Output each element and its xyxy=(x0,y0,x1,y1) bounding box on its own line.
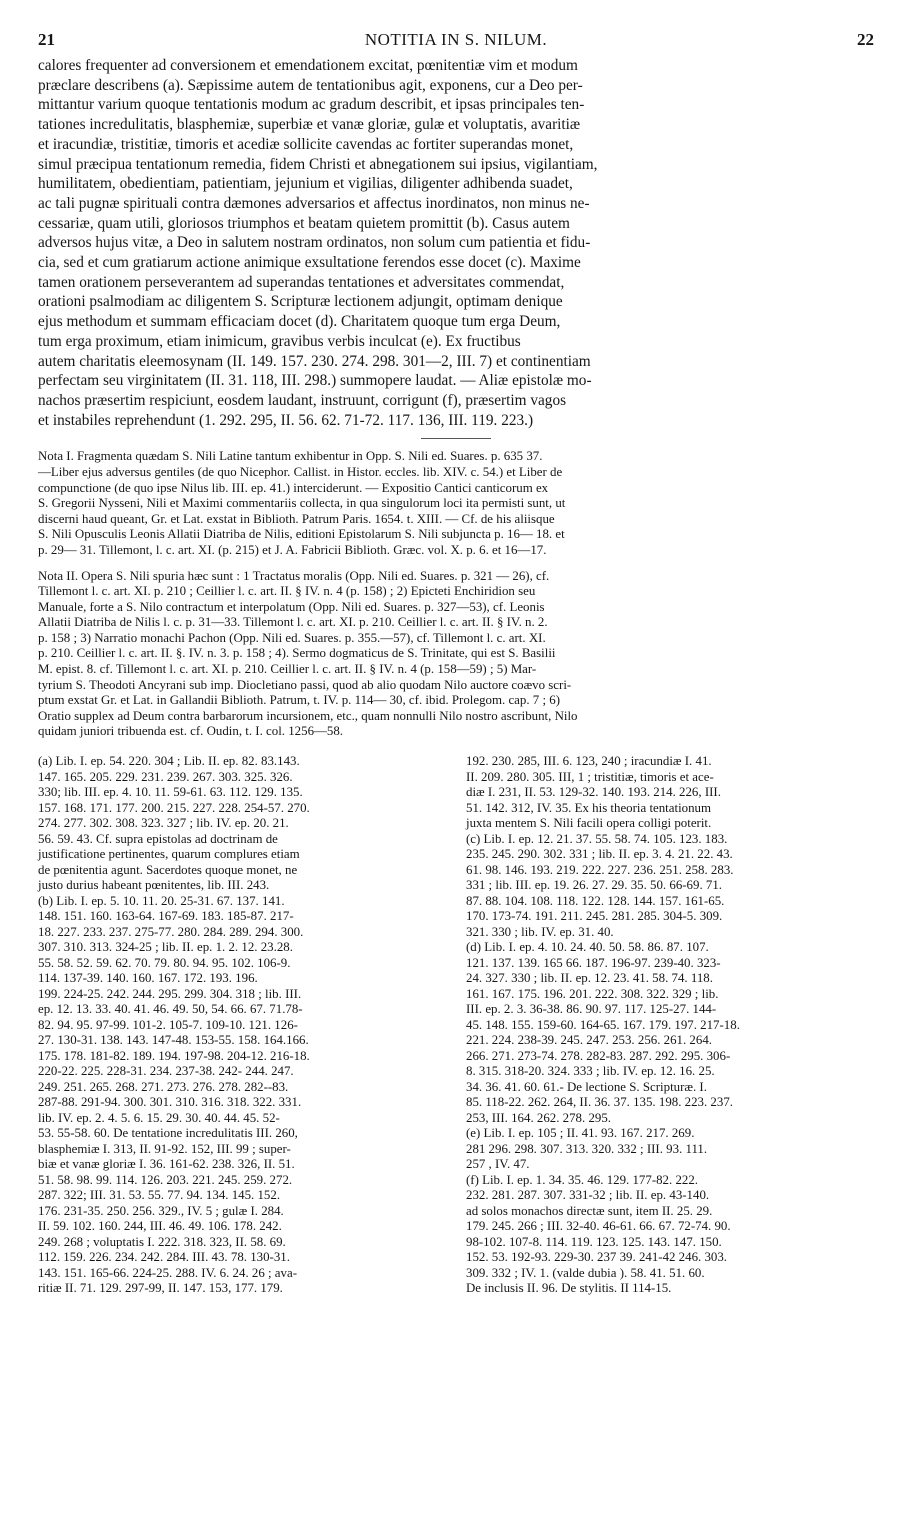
body-text-line: ac tali pugnæ spirituali contra dæmones adversarios et affectus inordinatos, non minus ne- xyxy=(38,194,590,212)
footnote-line: 27. 130-31. 138. 143. 147-48. 153-55. 158. 164.166. xyxy=(38,1033,309,1048)
footnote-line: 161. 167. 175. 196. 201. 222. 308. 322. 329 ; lib. xyxy=(466,986,719,1001)
footnote-line: 235. 245. 290. 302. 331 ; lib. II. ep. 3. 4. 21. 22. 43. xyxy=(466,847,733,862)
footnote-line: 98-102. 107-8. 114. 119. 123. 125. 143. 147. 150. xyxy=(466,1234,722,1249)
body-text-line: nachos præsertim respiciunt, eosdem laudant, instruunt, corrigunt (f), præsertim vagos xyxy=(38,391,567,409)
footnote-line: 53. 55-58. 60. De tentatione incredulitatis III. 260, xyxy=(38,1126,298,1141)
footnote-line: 331 ; lib. III. ep. 19. 26. 27. 29. 35. 50. 66-69. 71. xyxy=(466,878,722,893)
note-line: S. Gregorii Nysseni, Nili et Maximi commentariis collecta, in qua singulorum loci ita permisti sunt, ut xyxy=(38,496,566,511)
body-text-line: autem charitatis eleemosynam (II. 149. 157. 230. 274. 298. 301—2, III. 7) et continentiam xyxy=(38,352,591,370)
note-line: compunctione (de quo ipse Nilus lib. III. ep. 41.) interciderunt. — Expositio Cantici canticorum ex xyxy=(38,480,549,495)
footnote-line: de pœnitentia agunt. Sacerdotes quoque monet, ne xyxy=(38,862,298,877)
body-text-line: cia, sed et cum gratiarum actione animique exsultatione ferendos esse docet (c). Maxime xyxy=(38,254,581,272)
footnote-line: ep. 12. 13. 33. 40. 41. 46. 49. 50, 54. 66. 67. 71.78- xyxy=(38,1002,303,1017)
footnote-line: justificatione pertinentes, quarum complures etiam xyxy=(38,847,300,862)
note-line: tyrium S. Theodoti Ancyrani sub imp. Diocletiano passi, quod ab alio quodam Nilo auctore coævo scri- xyxy=(38,677,572,692)
note-line: —Liber ejus adversus gentiles (de quo Nicephor. Callist. in Histor. eccles. lib. XIV. c. 54.) et Liber de xyxy=(38,464,563,479)
note-line: ptum exstat Gr. et Lat. in Gallandii Biblioth. Patrum, t. IV. p. 114— 30, cf. ibid. Prolegom. cap. 7 ; 6) xyxy=(38,693,561,708)
footnote-line: (d) Lib. I. ep. 4. 10. 24. 40. 50. 58. 86. 87. 107. xyxy=(466,940,709,955)
footnote-line: 51. 142. 312, IV. 35. Ex his theoria tentationum xyxy=(466,800,712,815)
body-text-line: adversos hujus vitæ, a Deo in salutem nostram ordinatos, non solum cum patientia et fidu- xyxy=(38,234,591,252)
body-text-line: præclare describens (a). Sæpissime autem de tentationibus agit, exponens, cur a Deo per- xyxy=(38,76,583,94)
footnote-line: 147. 165. 205. 229. 231. 239. 267. 303. 325. 326. xyxy=(38,769,293,784)
note-two xyxy=(38,569,874,741)
footnote-line: II. 59. 102. 160. 244, III. 46. 49. 106. 178. 242. xyxy=(38,1219,282,1234)
footnote-line: 51. 58. 98. 99. 114. 126. 203. 221. 245. 259. 272. xyxy=(38,1172,293,1187)
footnote-line: 148. 151. 160. 163-64. 167-69. 183. 185-87. 217- xyxy=(38,909,294,924)
footnote-line: 249. 268 ; voluptatis I. 222. 318. 323, II. 58. 69. xyxy=(38,1234,286,1249)
footnote-line: (a) Lib. I. ep. 54. 220. 304 ; Lib. II. ep. 82. 83.143. xyxy=(38,754,300,769)
separator-rule xyxy=(421,438,491,439)
running-title: NOTITIA IN S. NILUM. xyxy=(364,30,548,49)
footnote-line: blasphemiæ I. 313, II. 91-92. 152, III. 99 ; super- xyxy=(38,1141,291,1156)
footnote-line: 287-88. 291-94. 300. 301. 310. 316. 318. 322. 331. xyxy=(38,1095,302,1110)
footnote-line: 18. 227. 233. 237. 275-77. 280. 284. 289. 294. 300. xyxy=(38,924,304,939)
footnote-line: 266. 271. 273-74. 278. 282-83. 287. 292. 295. 306- xyxy=(466,1048,731,1063)
footnote-line: ad solos monachos directæ sunt, item II. 25. 29. xyxy=(466,1203,713,1218)
note-line: Oratio supplex ad Deum contra barbarorum incursionem, etc., quam nonnulli Nilo nostro ascribunt, Nilo xyxy=(38,708,578,723)
footnote-line: 192. 230. 285, III. 6. 123, 240 ; iracundiæ I. 41. xyxy=(466,754,712,769)
body-text-line: et instabiles reprehendunt (1. 292. 295, II. 56. 62. 71-72. 117. 136, III. 119. 223.) xyxy=(38,411,534,429)
footnote-line: 281 296. 298. 307. 313. 320. 332 ; III. 93. 111. xyxy=(466,1141,708,1156)
footnote-line: De inclusis II. 96. De stylitis. II 114-15. xyxy=(466,1281,672,1296)
footnote-line: 114. 137-39. 140. 160. 167. 172. 193. 196. xyxy=(38,971,258,986)
footnote-line: 112. 159. 226. 234. 242. 284. III. 43. 78. 130-31. xyxy=(38,1250,290,1265)
notes-section xyxy=(38,449,874,740)
footnote-line: 8. 315. 318-20. 324. 333 ; lib. IV. ep. 12. 16. 25. xyxy=(466,1064,715,1079)
footnote-line: 321. 330 ; lib. IV. ep. 31. 40. xyxy=(466,924,614,939)
footnote-line: 221. 224. 238-39. 245. 247. 253. 256. 261. 264. xyxy=(466,1033,712,1048)
footnote-line: 257 , IV. 47. xyxy=(466,1157,530,1172)
body-text-line: calores frequenter ad conversionem et emendationem excitat, pœnitentiæ vim et modum xyxy=(38,57,578,74)
footnote-line: 176. 231-35. 250. 256. 329., IV. 5 ; gulæ I. 284. xyxy=(38,1203,284,1218)
note-line: p. 210. Ceillier l. c. art. II. §. IV. n. 3. p. 158 ; 4). Sermo dogmaticus de S. Trinitate, qui est S. Basilii xyxy=(38,646,556,661)
footnote-line: (f) Lib. I. ep. 1. 34. 35. 46. 129. 177-82. 222. xyxy=(466,1172,698,1187)
footnote-line: justo durius habeant pœnitentes, lib. III. 243. xyxy=(38,878,270,893)
footnote-line: 179. 245. 266 ; III. 32-40. 46-61. 66. 67. 72-74. 90. xyxy=(466,1219,731,1234)
footnote-line: 143. 151. 165-66. 224-25. 288. IV. 6. 24. 26 ; ava- xyxy=(38,1265,297,1280)
footnote-line: 330; lib. III. ep. 4. 10. 11. 59-61. 63. 112. 129. 135. xyxy=(38,785,303,800)
footnote-line: 45. 148. 155. 159-60. 164-65. 167. 179. 197. 217-18. xyxy=(466,1017,740,1032)
body-text-line: perfectam seu virginitatem (II. 31. 118, III. 298.) summopere laudat. — Aliæ epistolæ mo- xyxy=(38,372,592,390)
running-header xyxy=(38,30,874,56)
footnote-line: 253, III. 164. 262. 278. 295. xyxy=(466,1110,612,1125)
footnote-line: (c) Lib. I. ep. 12. 21. 37. 55. 58. 74. 105. 123. 183. xyxy=(466,831,728,846)
body-text-line: tationes incredulitatis, blasphemiæ, superbiæ et vanæ gloriæ, gulæ et voluptatis, avaritiæ xyxy=(38,116,581,134)
note-line: M. epist. 8. cf. Tillemont l. c. art. XI. p. 210. Ceillier l. c. art. II. § IV. n. 4 (p. 158—59) ; 5) Mar- xyxy=(38,662,537,677)
page xyxy=(38,30,874,1297)
body-text-line: simul præcipua tentationum remedia, fidem Christi et abnegationem sui ipsius, vigilantiam, xyxy=(38,155,598,173)
note-one xyxy=(38,449,874,558)
footnote-line: 87. 88. 104. 108. 118. 122. 128. 144. 157. 161-65. xyxy=(466,893,725,908)
note-line: Allatii Diatriba de Nilis l. c. p. 31—33. Tillemont l. c. art. XI. p. 210. Ceillier l. c. art. II. § IV. n. 2. xyxy=(38,615,548,630)
footnote-line: 152. 53. 192-93. 229-30. 237 39. 241-42 246. 303. xyxy=(466,1250,728,1265)
footnote-line: 274. 277. 302. 308. 323. 327 ; lib. IV. ep. 20. 21. xyxy=(38,816,289,831)
note-line: quidam juniori tribuenda est. cf. Oudin, t. I. col. 1256—58. xyxy=(38,724,344,739)
footnote-columns xyxy=(38,754,874,1297)
footnote-line: 307. 310. 313. 324-25 ; lib. II. ep. 1. 2. 12. 23.28. xyxy=(38,940,293,955)
footnote-line: 309. 332 ; IV. 1. (valde dubia ). 58. 41. 51. 60. xyxy=(466,1265,705,1280)
body-text-line: et iracundiæ, tristitiæ, timoris et acediæ sollicite cavendas ac fortiter superandas monet, xyxy=(38,135,574,153)
note-line: Nota II. Opera S. Nili spuria hæc sunt : 1 Tractatus moralis (Opp. Nili ed. Suares. p. 321 — 26), cf. xyxy=(38,568,550,583)
footnote-line: 24. 327. 330 ; lib. II. ep. 12. 23. 41. 58. 74. 118. xyxy=(466,971,713,986)
footnote-line: 287. 322; III. 31. 53. 55. 77. 94. 134. 145. 152. xyxy=(38,1188,281,1203)
footnote-line: (e) Lib. I. ep. 105 ; II. 41. 93. 167. 217. 269. xyxy=(466,1126,695,1141)
footnote-line: juxta mentem S. Nili facili opera colligi poterit. xyxy=(466,816,712,831)
footnote-line: 121. 137. 139. 165 66. 187. 196-97. 239-40. 323- xyxy=(466,955,721,970)
footnote-line: diæ I. 231, II. 53. 129-32. 140. 193. 214. 226, III. xyxy=(466,785,721,800)
left-page-number: 21 xyxy=(38,30,55,49)
footnote-line: III. ep. 2. 3. 36-38. 86. 90. 97. 117. 125-27. 144- xyxy=(466,1002,717,1017)
footnote-line: 175. 178. 181-82. 189. 194. 197-98. 204-12. 216-18. xyxy=(38,1048,310,1063)
body-text-line: orationi psalmodiam ac diligentem S. Scripturæ lectionem adjungit, optimam denique xyxy=(38,293,563,311)
footnote-line: biæ et vanæ gloriæ I. 36. 161-62. 238. 326, II. 51. xyxy=(38,1157,295,1172)
footnote-line: 61. 98. 146. 193. 219. 222. 227. 236. 251. 258. 283. xyxy=(466,862,734,877)
footnote-line: 82. 94. 95. 97-99. 101-2. 105-7. 109-10. 121. 126- xyxy=(38,1017,298,1032)
footnote-line: 85. 118-22. 262. 264, II. 36. 37. 135. 198. 223. 237. xyxy=(466,1095,733,1110)
footnote-line: II. 209. 280. 305. III, 1 ; tristitiæ, timoris et ace- xyxy=(466,769,714,784)
footnote-line: lib. IV. ep. 2. 4. 5. 6. 15. 29. 30. 40. 44. 45. 52- xyxy=(38,1110,280,1125)
footnote-line: 199. 224-25. 242. 244. 295. 299. 304. 318 ; lib. III. xyxy=(38,986,302,1001)
footnote-line: 232. 281. 287. 307. 331-32 ; lib. II. ep. 43-140. xyxy=(466,1188,710,1203)
footnote-line: (b) Lib. I. ep. 5. 10. 11. 20. 25-31. 67. 137. 141. xyxy=(38,893,285,908)
note-line: p. 158 ; 3) Narratio monachi Pachon (Opp. Nili ed. Suares. p. 355.—57), cf. Tillemont l. c. art. XI. xyxy=(38,630,546,645)
footnote-column-right xyxy=(466,754,874,1297)
footnote-line: 170. 173-74. 191. 211. 245. 281. 285. 304-5. 309. xyxy=(466,909,723,924)
body-text-line: mittantur varium quoque tentationis modum ac gradum describit, et ipsas principales ten- xyxy=(38,96,585,114)
body-text-line: ejus methodum et summam efficaciam docet (d). Charitatem quoque tum erga Deum, xyxy=(38,313,561,331)
footnote-line: 34. 36. 41. 60. 61.- De lectione S. Scripturæ. I. xyxy=(466,1079,707,1094)
footnote-column-left xyxy=(38,754,446,1297)
footnote-line: 220-22. 225. 228-31. 234. 237-38. 242- 244. 247. xyxy=(38,1064,294,1079)
note-line: discerni haud queant, Gr. et Lat. exstat in Biblioth. Patrum Paris. 1654. t. XIII. — Cf. de his aliisque xyxy=(38,511,555,526)
footnote-line: 55. 58. 52. 59. 62. 70. 79. 80. 94. 95. 102. 106-9. xyxy=(38,955,291,970)
body-text-line: cessariæ, quam utili, gloriosos triumphos et beatam quietem promittit (b). Casus autem xyxy=(38,214,570,232)
body-text-line: tum erga proximum, etiam inimicum, gravibus verbis inculcat (e). Ex fructibus xyxy=(38,332,521,350)
main-text xyxy=(38,56,874,430)
note-line: p. 29— 31. Tillemont, l. c. art. XI. (p. 215) et J. A. Fabricii Biblioth. Græc. vol. X. p. 6. et 16—17. xyxy=(38,542,547,557)
footnote-line: 157. 168. 171. 177. 200. 215. 227. 228. 254-57. 270. xyxy=(38,800,310,815)
footnote-line: ritiæ II. 71. 129. 297-99, II. 147. 153, 177. 179. xyxy=(38,1281,283,1296)
note-line: Tillemont l. c. art. XI. p. 210 ; Ceillier l. c. art. II. § IV. n. 4 (p. 158) ; 2) Epicteti Enchiridion seu xyxy=(38,584,536,599)
note-line: Nota I. Fragmenta quædam S. Nili Latine tantum exhibentur in Opp. S. Nili ed. Suares. p. 635 37. xyxy=(38,449,543,464)
body-text-line: humilitatem, obedientiam, patientiam, jejunium et vigilias, diligenter adhibenda suadet, xyxy=(38,175,573,193)
body-text-line: tamen orationem perseverantem ad superandas tentationes et adversitates commendat, xyxy=(38,273,565,291)
note-line: Manuale, forte a S. Nilo contractum et interpolatum (Opp. Nili ed. Suares. p. 327—53), cf. Leonis xyxy=(38,599,545,614)
right-page-number: 22 xyxy=(857,30,874,49)
footnote-line: 56. 59. 43. Cf. supra epistolas ad doctrinam de xyxy=(38,831,278,846)
footnote-line: 249. 251. 265. 268. 271. 273. 276. 278. 282--83. xyxy=(38,1079,289,1094)
note-line: S. Nili Opusculis Leonis Allatii Diatriba de Nilis, editioni Epistolarum S. Nili subjuncta p. 16— 18. et xyxy=(38,527,565,542)
